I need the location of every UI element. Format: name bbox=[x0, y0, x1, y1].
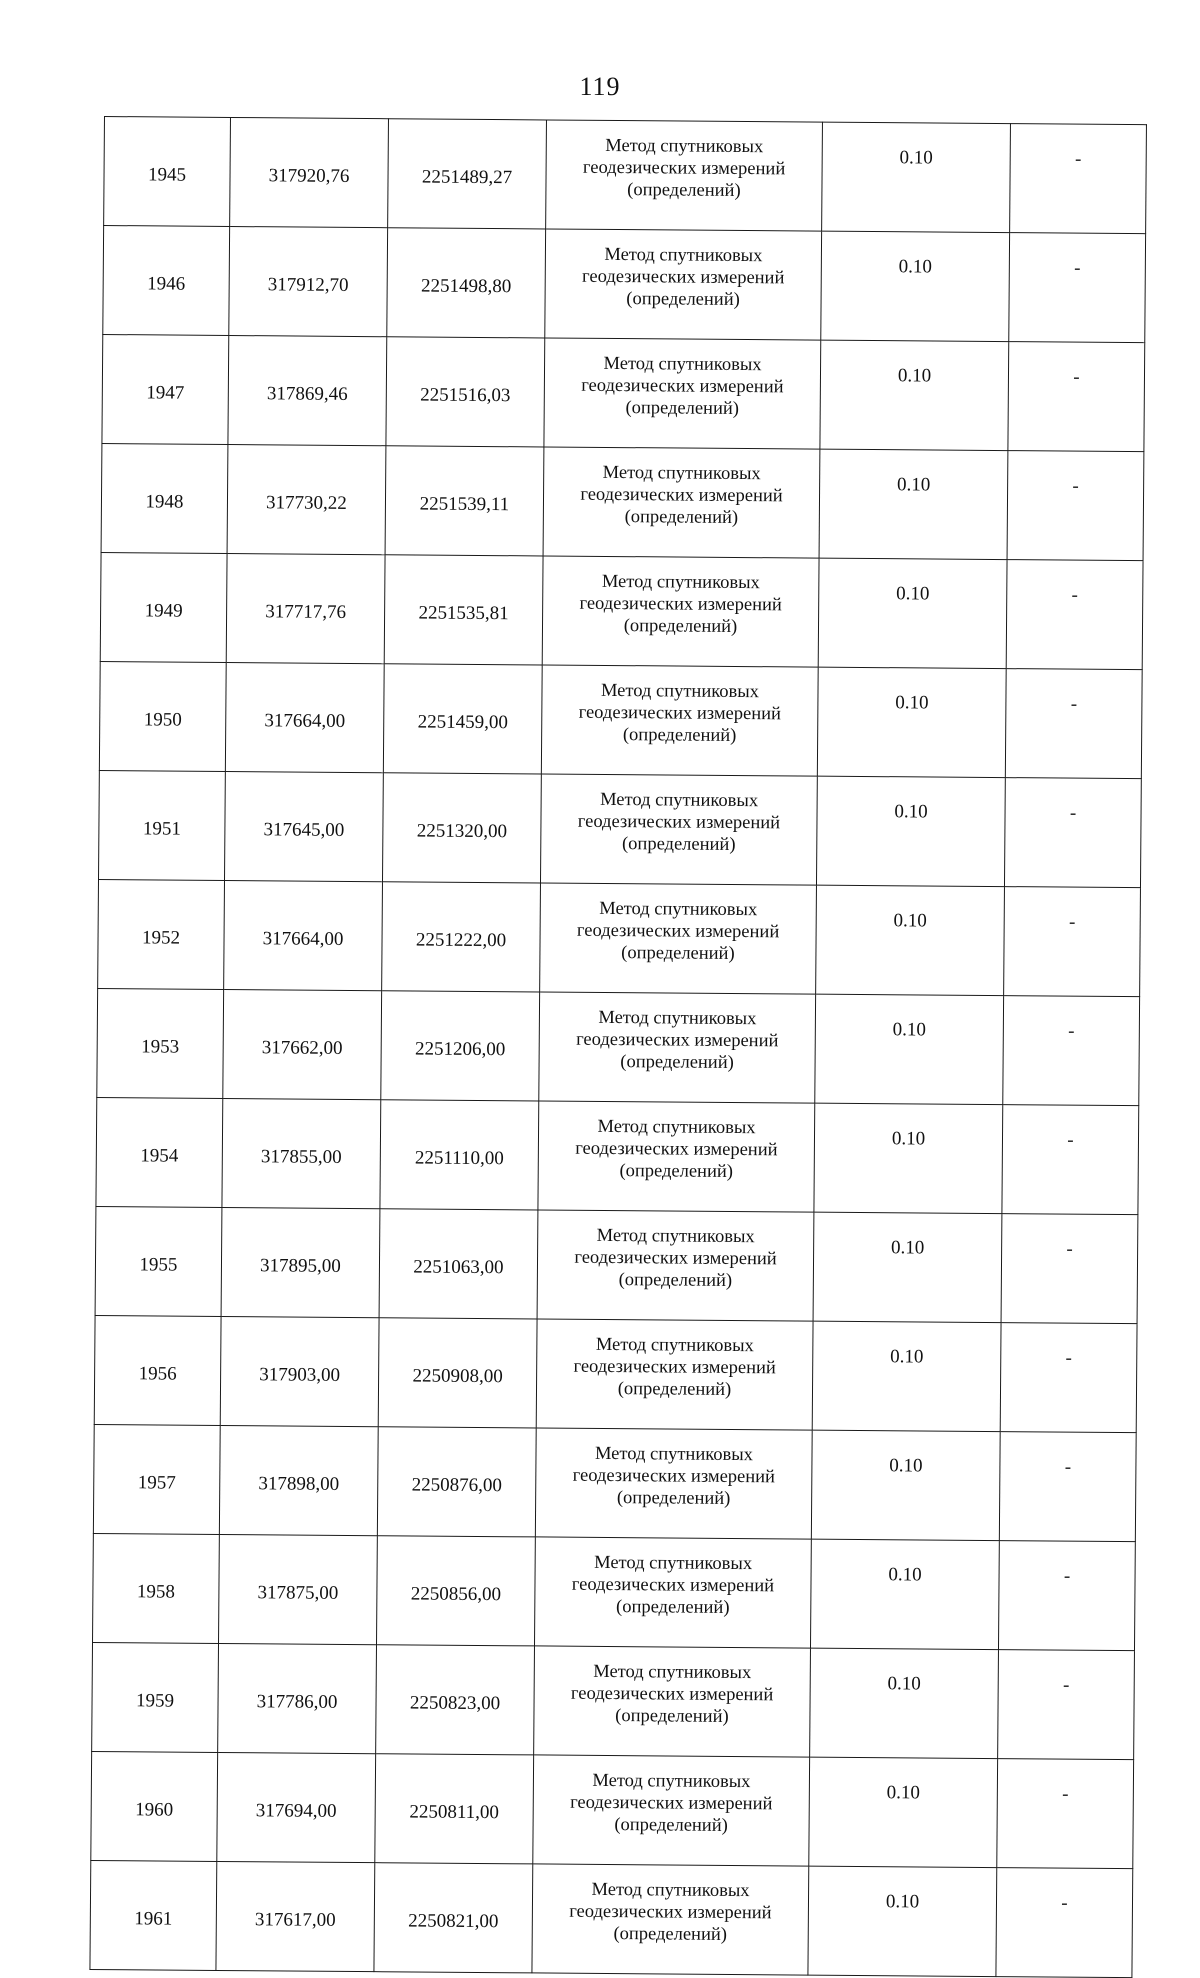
table-row bbox=[100, 552, 1143, 669]
method-line-1: Метод спутниковых bbox=[603, 353, 762, 376]
accuracy-cell: 0.10 bbox=[811, 1430, 1000, 1540]
method-cell bbox=[533, 1755, 810, 1866]
x-coordinate-cell: 317869,46 bbox=[228, 335, 387, 445]
method-line-3: (определений) bbox=[614, 1815, 728, 1836]
accuracy-cell: 0.10 bbox=[813, 1212, 1002, 1322]
table-row bbox=[103, 226, 1146, 343]
extra-cell: - bbox=[1000, 1323, 1137, 1433]
method-line-2: геодезических измерений bbox=[580, 484, 783, 507]
method-line-3: (определений) bbox=[615, 1597, 730, 1618]
point-number-cell: 1954 bbox=[96, 1097, 223, 1207]
extra-cell: - bbox=[998, 1650, 1135, 1760]
table-row bbox=[99, 770, 1142, 887]
method-line-3: (определений) bbox=[620, 1052, 734, 1073]
x-coordinate-cell: 317895,00 bbox=[221, 1207, 380, 1317]
coordinates-table-body bbox=[90, 117, 1147, 1978]
y-coordinate-cell: 2251516,03 bbox=[386, 337, 545, 447]
point-number-cell: 1961 bbox=[90, 1860, 217, 1970]
method-line-3: (определений) bbox=[626, 289, 740, 310]
method-line-3: (определений) bbox=[621, 943, 735, 964]
accuracy-cell: 0.10 bbox=[814, 1103, 1003, 1213]
y-coordinate-cell: 2251206,00 bbox=[381, 991, 540, 1101]
method-cell bbox=[541, 665, 818, 776]
extra-cell: - bbox=[1010, 124, 1147, 234]
method-line-2: геодезических измерений bbox=[578, 702, 782, 725]
method-line-1: Метод спутниковых bbox=[600, 680, 760, 703]
extra-cell: - bbox=[1004, 778, 1141, 888]
accuracy-cell: 0.10 bbox=[812, 1321, 1001, 1431]
extra-cell: - bbox=[999, 1432, 1136, 1542]
method-line-3: (определений) bbox=[613, 1924, 728, 1945]
accuracy-cell: 0.10 bbox=[818, 558, 1007, 668]
x-coordinate-cell: 317786,00 bbox=[218, 1643, 377, 1753]
method-cell bbox=[538, 1101, 815, 1212]
method-cell bbox=[543, 447, 820, 558]
method-cell bbox=[536, 1319, 813, 1430]
x-coordinate-cell: 317662,00 bbox=[223, 989, 382, 1099]
extra-cell: - bbox=[1007, 451, 1144, 561]
method-line-2: геодезических измерений bbox=[569, 1901, 772, 1924]
extra-cell: - bbox=[1001, 1214, 1138, 1324]
method-line-1: Метод спутниковых bbox=[593, 1661, 752, 1684]
x-coordinate-cell: 317645,00 bbox=[224, 771, 383, 881]
method-line-3: (определений) bbox=[625, 398, 740, 419]
method-line-3: (определений) bbox=[627, 180, 741, 202]
method-line-3: (определений) bbox=[621, 834, 736, 855]
method-line-1: Метод спутниковых bbox=[592, 1770, 751, 1793]
extra-cell: - bbox=[1009, 233, 1146, 343]
table-row bbox=[91, 1751, 1134, 1868]
point-number-cell: 1959 bbox=[92, 1642, 219, 1752]
y-coordinate-cell: 2251459,00 bbox=[383, 664, 542, 774]
accuracy-cell: 0.10 bbox=[808, 1866, 997, 1976]
method-line-1: Метод спутниковых bbox=[591, 1879, 750, 1902]
extra-cell: - bbox=[997, 1759, 1134, 1869]
x-coordinate-cell: 317664,00 bbox=[225, 662, 384, 772]
method-line-2: геодезических измерений bbox=[570, 1792, 773, 1815]
method-line-3: (определений) bbox=[624, 507, 739, 528]
method-line-1: Метод спутниковых bbox=[604, 244, 763, 267]
point-number-cell: 1953 bbox=[97, 988, 224, 1098]
x-coordinate-cell: 317920,76 bbox=[230, 117, 389, 227]
method-cell bbox=[542, 556, 819, 667]
extra-cell: - bbox=[1006, 560, 1143, 670]
table-row bbox=[99, 661, 1142, 778]
method-line-1: Метод спутниковых bbox=[598, 1007, 757, 1030]
y-coordinate-cell: 2251110,00 bbox=[380, 1100, 539, 1210]
table-row bbox=[101, 443, 1144, 560]
y-coordinate-cell: 2251222,00 bbox=[382, 882, 541, 992]
method-line-2: геодезических измерений bbox=[579, 593, 782, 616]
method-line-1: Метод спутниковых bbox=[597, 1116, 756, 1139]
extra-cell: - bbox=[1003, 996, 1140, 1106]
method-line-1: Метод спутниковых bbox=[601, 571, 760, 594]
y-coordinate-cell: 2251535,81 bbox=[384, 555, 543, 665]
method-line-1: Метод спутниковых bbox=[605, 135, 764, 158]
point-number-cell: 1945 bbox=[104, 117, 231, 227]
method-line-2: геодезических измерений bbox=[575, 1138, 778, 1161]
point-number-cell: 1947 bbox=[102, 334, 229, 444]
point-number-cell: 1951 bbox=[99, 770, 226, 880]
method-line-2: геодезических измерений bbox=[576, 1029, 779, 1052]
accuracy-cell: 0.10 bbox=[820, 340, 1009, 450]
method-cell bbox=[539, 992, 816, 1103]
point-number-cell: 1948 bbox=[101, 443, 228, 553]
y-coordinate-cell: 2251498,80 bbox=[387, 228, 546, 338]
table-row bbox=[104, 117, 1147, 234]
method-line-2: геодезических измерений bbox=[581, 375, 784, 398]
method-line-3: (определений) bbox=[618, 1270, 733, 1291]
point-number-cell: 1946 bbox=[103, 226, 230, 336]
y-coordinate-cell: 2251489,27 bbox=[388, 119, 547, 229]
point-number-cell: 1957 bbox=[93, 1424, 220, 1534]
extra-cell: - bbox=[998, 1541, 1135, 1651]
method-cell bbox=[545, 229, 822, 340]
page-number: 119 bbox=[579, 72, 621, 101]
table-row bbox=[97, 988, 1140, 1105]
extra-cell: - bbox=[1005, 669, 1142, 779]
method-line-2: геодезических измерений bbox=[572, 1465, 776, 1488]
extra-cell: - bbox=[996, 1868, 1133, 1978]
method-cell bbox=[540, 883, 817, 994]
method-cell bbox=[546, 120, 823, 231]
method-cell bbox=[540, 774, 817, 885]
extra-cell: - bbox=[1004, 887, 1141, 997]
y-coordinate-cell: 2250821,00 bbox=[374, 1863, 533, 1973]
method-cell bbox=[535, 1428, 812, 1539]
table-row bbox=[96, 1097, 1139, 1214]
extra-cell: - bbox=[1002, 1105, 1139, 1215]
accuracy-cell: 0.10 bbox=[816, 885, 1005, 995]
point-number-cell: 1950 bbox=[99, 661, 226, 771]
point-number-cell: 1949 bbox=[100, 552, 227, 662]
method-line-3: (определений) bbox=[622, 725, 737, 746]
method-line-2: геодезических измерений bbox=[577, 811, 781, 834]
accuracy-cell: 0.10 bbox=[822, 122, 1011, 232]
point-number-cell: 1960 bbox=[91, 1751, 218, 1861]
y-coordinate-cell: 2250876,00 bbox=[377, 1427, 536, 1537]
method-line-2: геодезических измерений bbox=[574, 1247, 777, 1270]
y-coordinate-cell: 2251320,00 bbox=[382, 773, 541, 883]
point-number-cell: 1955 bbox=[95, 1206, 222, 1316]
accuracy-cell: 0.10 bbox=[810, 1539, 999, 1649]
method-line-2: геодезических измерений bbox=[576, 920, 780, 943]
accuracy-cell: 0.10 bbox=[810, 1648, 999, 1758]
method-line-3: (определений) bbox=[615, 1706, 729, 1727]
x-coordinate-cell: 317730,22 bbox=[227, 444, 386, 554]
y-coordinate-cell: 2250823,00 bbox=[376, 1645, 535, 1755]
y-coordinate-cell: 2251063,00 bbox=[379, 1209, 538, 1319]
x-coordinate-cell: 317855,00 bbox=[222, 1098, 381, 1208]
method-cell bbox=[534, 1646, 811, 1757]
y-coordinate-cell: 2250811,00 bbox=[375, 1754, 534, 1864]
method-line-2: геодезических измерений bbox=[582, 266, 785, 289]
method-line-3: (определений) bbox=[623, 616, 738, 637]
method-line-1: Метод спутниковых bbox=[596, 1225, 755, 1248]
accuracy-cell: 0.10 bbox=[815, 994, 1004, 1104]
extra-cell: - bbox=[1008, 342, 1145, 452]
accuracy-cell: 0.10 bbox=[821, 231, 1010, 341]
method-line-1: Метод спутниковых bbox=[602, 462, 761, 485]
method-line-2: геодезических измерений bbox=[570, 1683, 774, 1706]
method-line-1: Метод спутниковых bbox=[599, 898, 758, 921]
table-row bbox=[98, 879, 1141, 996]
y-coordinate-cell: 2251539,11 bbox=[385, 446, 544, 556]
method-line-3: (определений) bbox=[619, 1161, 734, 1182]
point-number-cell: 1958 bbox=[93, 1533, 220, 1643]
y-coordinate-cell: 2250856,00 bbox=[377, 1536, 536, 1646]
point-number-cell: 1952 bbox=[98, 879, 225, 989]
method-line-3: (определений) bbox=[616, 1488, 731, 1509]
accuracy-cell: 0.10 bbox=[816, 776, 1005, 886]
method-line-1: Метод спутниковых bbox=[594, 1443, 754, 1466]
method-line-1: Метод спутниковых bbox=[594, 1552, 753, 1575]
x-coordinate-cell: 317617,00 bbox=[216, 1861, 375, 1971]
x-coordinate-cell: 317875,00 bbox=[219, 1534, 378, 1644]
table-row bbox=[92, 1642, 1135, 1759]
method-cell bbox=[544, 338, 821, 449]
method-line-3: (определений) bbox=[617, 1379, 732, 1400]
x-coordinate-cell: 317903,00 bbox=[220, 1316, 379, 1426]
table-row bbox=[93, 1533, 1136, 1650]
method-cell bbox=[532, 1864, 809, 1975]
x-coordinate-cell: 317912,70 bbox=[229, 226, 388, 336]
method-cell bbox=[537, 1210, 814, 1321]
method-cell bbox=[534, 1537, 811, 1648]
x-coordinate-cell: 317664,00 bbox=[224, 880, 383, 990]
point-number-cell: 1956 bbox=[94, 1315, 221, 1425]
method-line-2: геодезических измерений bbox=[573, 1356, 776, 1379]
method-line-2: геодезических измерений bbox=[571, 1574, 775, 1597]
method-line-1: Метод спутниковых bbox=[595, 1334, 754, 1357]
y-coordinate-cell: 2250908,00 bbox=[378, 1318, 537, 1428]
x-coordinate-cell: 317694,00 bbox=[217, 1752, 376, 1862]
method-line-1: Метод спутниковых bbox=[600, 789, 759, 812]
accuracy-cell: 0.10 bbox=[819, 449, 1008, 559]
table-row bbox=[94, 1315, 1137, 1432]
accuracy-cell: 0.10 bbox=[817, 667, 1006, 777]
x-coordinate-cell: 317717,76 bbox=[226, 553, 385, 663]
x-coordinate-cell: 317898,00 bbox=[219, 1425, 378, 1535]
table-row bbox=[93, 1424, 1136, 1541]
method-line-2: геодезических измерений bbox=[582, 157, 786, 180]
table-row bbox=[90, 1860, 1133, 1977]
table-row bbox=[102, 334, 1145, 451]
accuracy-cell: 0.10 bbox=[809, 1757, 998, 1867]
coordinates-table bbox=[89, 116, 1147, 1978]
table-row bbox=[95, 1206, 1138, 1323]
